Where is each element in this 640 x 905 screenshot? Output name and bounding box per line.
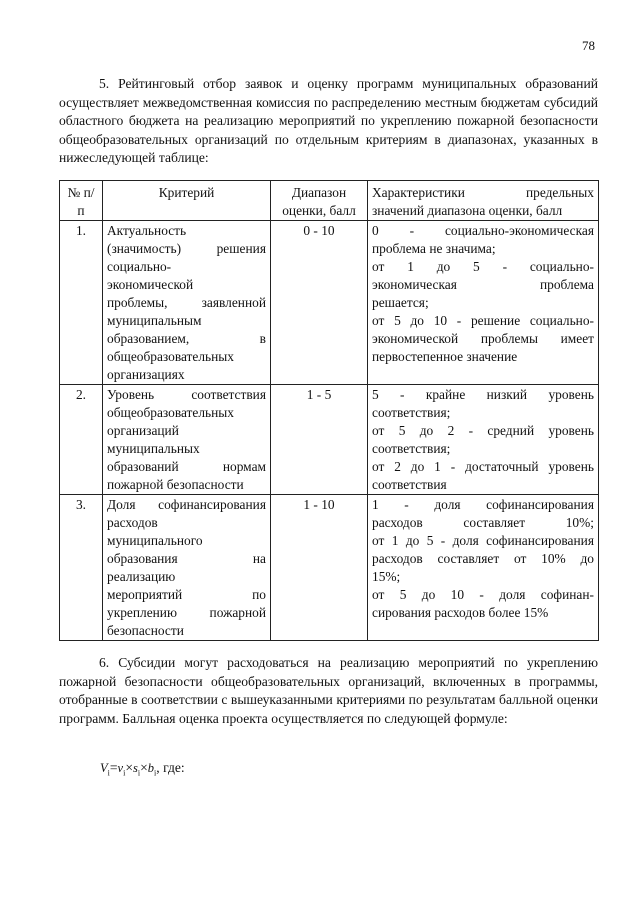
row-number: 1. — [60, 221, 103, 385]
description-line: решается; — [372, 295, 429, 310]
criterion-line: социально- — [107, 259, 172, 274]
header-range: Диапазон оценки, балл — [271, 181, 368, 221]
criterion-line: Уровень соответствия — [107, 387, 266, 402]
row-description — [368, 221, 599, 385]
row-description — [368, 495, 599, 641]
description-line: 0 - социально-экономическая — [372, 223, 594, 238]
table-body — [60, 221, 599, 641]
description-line: экономической проблемы имеет — [372, 331, 594, 346]
row-criterion — [103, 385, 271, 495]
criterion-line: мероприятий по — [107, 587, 266, 602]
formula-times: × — [140, 760, 148, 775]
criterion-line: муниципальных — [107, 441, 200, 456]
header-criterion: Критерий — [103, 181, 271, 221]
description-line: экономическая проблема — [372, 277, 594, 292]
formula — [100, 759, 185, 783]
table-row — [60, 385, 599, 495]
description-line: первостепенное значение — [372, 349, 518, 364]
criterion-line: расходов — [107, 515, 158, 530]
paragraph-5: 5. Рейтинговый отбор заявок и оценку программ муниципальных образований осуществляет межведомственная комиссия по распределению местным бюджетам субсидий областного бюджета на реализацию мероприятий по укреплению пожарной безопасности общеобразовательных организаций по отдельным критериям в диапазонах, указанных в нижеследующей таблице: — [59, 76, 598, 165]
criterion-line: пожарной безопасности — [107, 477, 244, 492]
table-row — [60, 221, 599, 385]
criterion-line: общеобразовательных — [107, 405, 235, 420]
criterion-line: образования на — [107, 551, 266, 566]
formula-v: v — [117, 761, 124, 775]
criterion-line: муниципального — [107, 533, 203, 548]
description-line: от 5 до 10 - решение социально- — [372, 313, 594, 328]
description-line: 15%; — [372, 569, 401, 584]
criterion-line: организаций — [107, 423, 179, 438]
row-number: 3. — [60, 495, 103, 641]
row-criterion — [103, 221, 271, 385]
paragraph-6: 6. Субсидии могут расходоваться на реализацию мероприятий по укреплению пожарной безопасности общеобразовательных организаций, включенных в программы, отобранные в соответствии с вышеуказанными критериями по результатам балльной оценки программ. Балльная оценка проекта осуществляется по следующей формуле: — [59, 655, 598, 726]
header-description — [368, 181, 599, 221]
row-description — [368, 385, 599, 495]
criterion-line: укреплению пожарной — [107, 605, 266, 620]
description-line: от 2 до 1 - достаточный уровень — [372, 459, 594, 474]
description-line: 1 - доля софинансирования — [372, 497, 594, 512]
row-range: 1 - 5 — [271, 385, 368, 495]
row-criterion — [103, 495, 271, 641]
header-description-line: Характеристики предельных — [372, 185, 594, 200]
description-line: расходов составляет от 10% до — [372, 551, 594, 566]
description-line: 5 - крайне низкий уровень — [372, 387, 594, 402]
description-line: соответствия; — [372, 441, 451, 456]
criterion-line: реализацию — [107, 569, 176, 584]
page-number: 78 — [582, 38, 595, 53]
criterion-line: Доля софинансирования — [107, 497, 266, 512]
criterion-line: муниципальным — [107, 313, 202, 328]
criterion-line: (значимость) решения — [107, 241, 266, 256]
row-range: 0 - 10 — [271, 221, 368, 385]
header-num: № п/п — [60, 181, 103, 221]
formula-V: V — [100, 761, 108, 775]
description-line: от 5 до 10 - доля софинан- — [372, 587, 594, 602]
criterion-line: общеобразовательных — [107, 349, 235, 364]
formula-b: b — [147, 761, 155, 775]
criterion-line: безопасности — [107, 623, 184, 638]
table-row — [60, 495, 599, 641]
formula-suffix: , где: — [156, 760, 185, 775]
table-header-row — [60, 181, 599, 221]
formula-sub: i — [137, 768, 141, 778]
formula-s: s — [133, 761, 138, 775]
description-line: от 1 до 5 - социально- — [372, 259, 594, 274]
criterion-line: образований нормам — [107, 459, 266, 474]
description-line: расходов составляет 10%; — [372, 515, 594, 530]
criteria-table — [59, 180, 599, 641]
description-line: соответствия; — [372, 405, 451, 420]
criterion-line: организациях — [107, 367, 185, 382]
row-range: 1 - 10 — [271, 495, 368, 641]
formula-sub: i — [123, 768, 126, 778]
criterion-line: Актуальность — [107, 223, 187, 238]
criterion-line: экономической — [107, 277, 194, 292]
description-line: соответствия — [372, 477, 447, 492]
formula-sub: i — [107, 768, 110, 778]
description-line: от 5 до 2 - средний уровень — [372, 423, 594, 438]
row-number: 2. — [60, 385, 103, 495]
formula-times: × — [125, 760, 134, 775]
formula-sub: i — [154, 768, 157, 778]
description-line: от 1 до 5 - доля софинансирования — [372, 533, 594, 548]
description-line: сирования расходов более 15% — [372, 605, 549, 620]
criterion-line: проблемы, заявленной — [107, 295, 266, 310]
formula-equals: = — [109, 760, 118, 775]
description-line: проблема не значима; — [372, 241, 496, 256]
header-description-line: значений диапазона оценки, балл — [372, 203, 563, 218]
criterion-line: образованием, в — [107, 331, 266, 346]
